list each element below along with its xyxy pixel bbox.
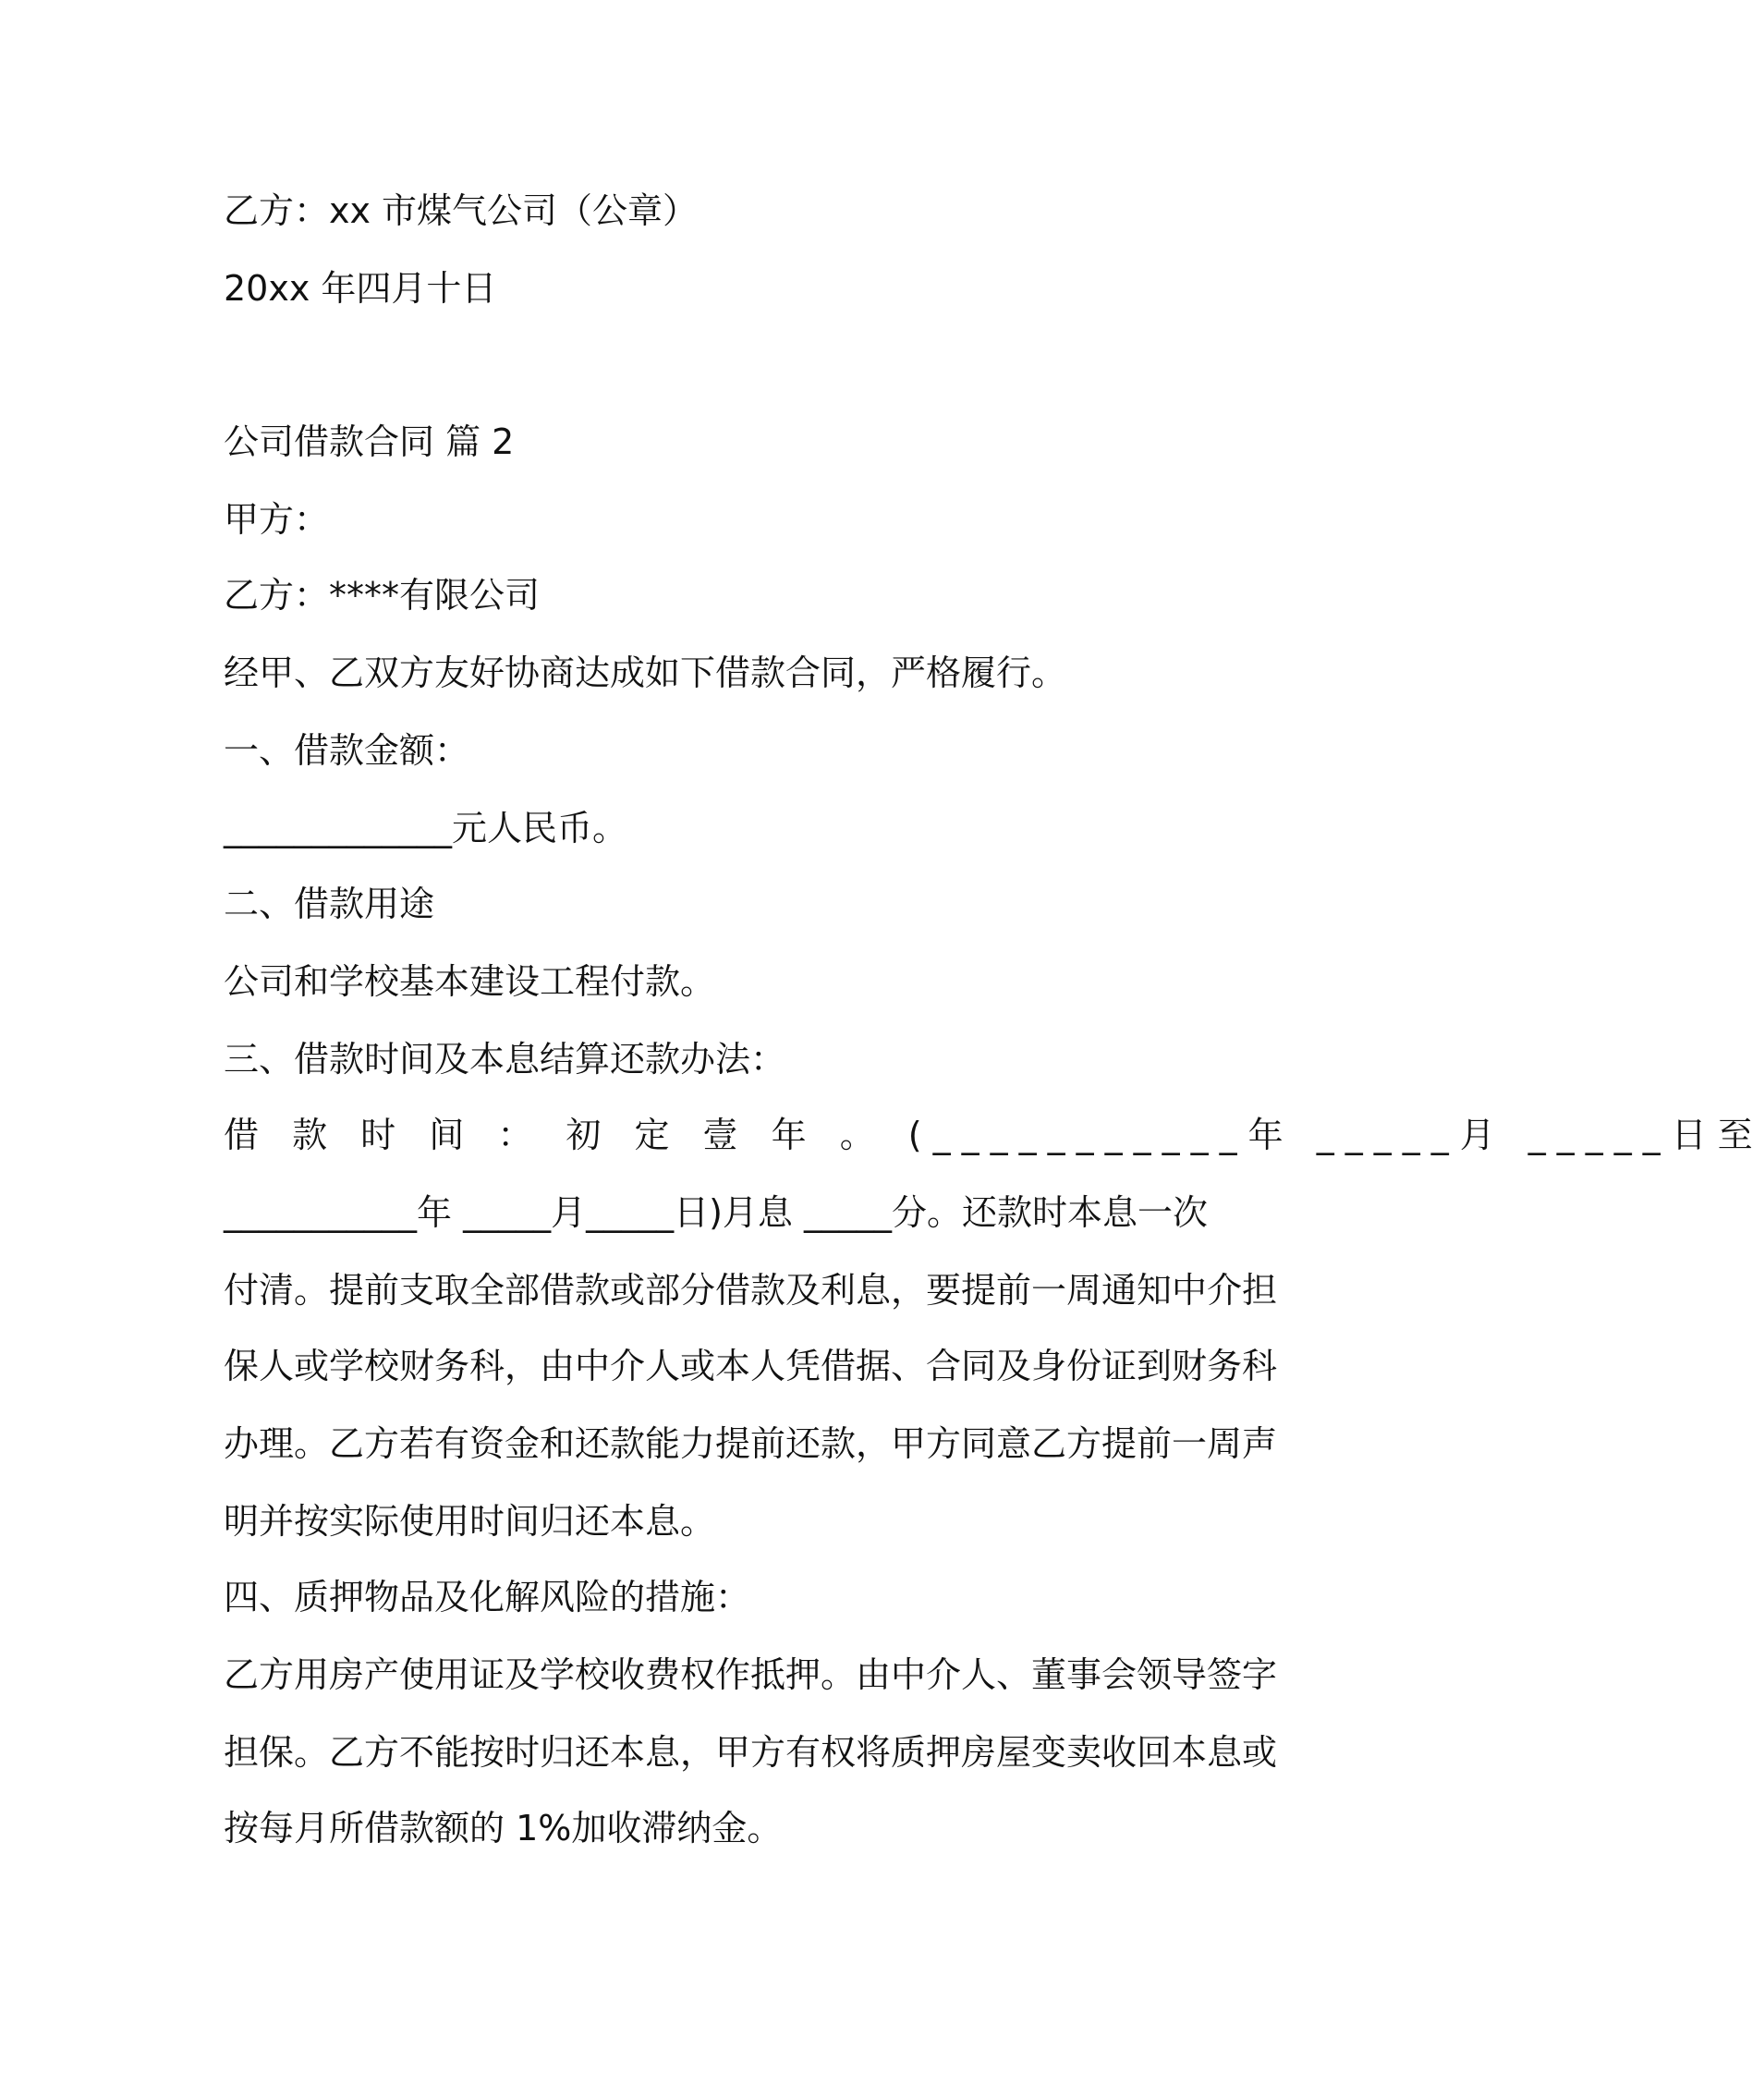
loan-term-line-1: 借 款 时 间 ： 初 定 壹 年 。 (___________年 _____月 _____日至 [224, 1115, 1764, 1155]
party-b-seal-line: 乙方：xx 市煤气公司（公章） [224, 190, 699, 231]
section-1-heading: 一、借款金额： [224, 730, 470, 771]
collateral-line-2: 担保。乙方不能按时归还本息，甲方有权将质押房屋变卖收回本息或 [224, 1732, 1278, 1773]
section-3-heading: 三、借款时间及本息结算还款办法： [224, 1039, 786, 1080]
intro-paragraph: 经甲、乙双方友好协商达成如下借款合同，严格履行。 [224, 653, 1067, 693]
section-4-heading: 四、质押物品及化解风险的措施： [224, 1577, 751, 1617]
section-2-heading: 二、借款用途 [224, 884, 435, 924]
loan-amount-line: _____________元人民币。 [224, 808, 628, 848]
loan-purpose-line: 公司和学校基本建设工程付款。 [224, 961, 716, 1002]
repayment-line-3: 办理。乙方若有资金和还款能力提前还款，甲方同意乙方提前一周声 [224, 1423, 1278, 1464]
repayment-line-1: 付清。提前支取全部借款或部分借款及利息，要提前一周通知中介担 [224, 1270, 1278, 1311]
collateral-line-1: 乙方用房产使用证及学校收费权作抵押。由中介人、董事会领导签字 [224, 1654, 1278, 1695]
repayment-line-2: 保人或学校财务科，由中介人或本人凭借据、合同及身份证到财务科 [224, 1346, 1278, 1386]
party-a-line: 甲方： [224, 499, 330, 540]
loan-term-line-2: ___________年 _____月_____日)月息 _____分。还款时本息一次 [224, 1192, 1208, 1233]
party-b-line: 乙方：****有限公司 [224, 575, 541, 616]
collateral-line-3: 按每月所借款额的 1%加收滞纳金。 [224, 1808, 783, 1848]
repayment-line-4: 明并按实际使用时间归还本息。 [224, 1501, 716, 1542]
contract-title: 公司借款合同 篇 2 [224, 421, 515, 462]
date-line: 20xx 年四月十日 [224, 268, 497, 309]
